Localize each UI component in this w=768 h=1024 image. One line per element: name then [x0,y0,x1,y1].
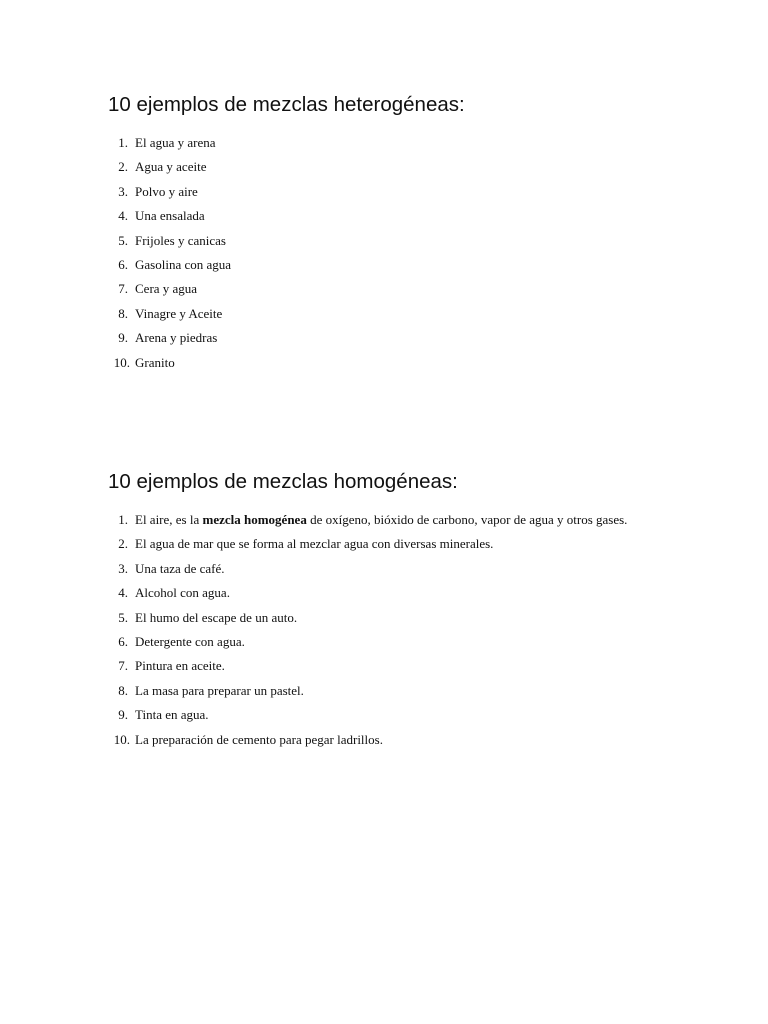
item-text: La masa para preparar un pastel. [135,682,304,698]
item-number: 7. [118,281,128,297]
item-text-before: El aire, es la [135,512,203,527]
item-number: 9. [118,330,128,346]
item-text: Una ensalada [135,208,205,224]
item-number: 6. [118,633,128,649]
item-number: 10. [113,731,130,747]
item-text [135,511,627,529]
item-text: El humo del escape de un auto. [135,609,298,625]
item-text: El agua de mar que se forma al mezclar agua con diversas minerales. [135,536,494,552]
item-text: Granito [135,354,175,370]
homogeneous-section [108,469,728,747]
item-text: Frijoles y canicas [135,232,226,248]
item-text-bold: mezcla homogénea [202,512,307,527]
homogeneous-heading: 10 ejemplos de mezclas homogéneas: [108,470,458,493]
item-number: 8. [118,305,128,321]
item-number: 5. [118,609,128,625]
item-text: Detergente con agua. [135,633,245,649]
item-text: La preparación de cemento para pegar ladrillos. [135,731,383,747]
item-number: 7. [118,658,128,674]
item-number: 10. [113,354,130,370]
item-text: Cera y agua [135,281,198,297]
item-number: 4. [118,585,128,601]
item-text: Polvo y aire [135,183,198,199]
item-number: 2. [118,536,128,552]
item-text: Gasolina con agua [135,256,232,272]
item-number: 5. [118,232,128,248]
item-number: 8. [118,682,128,698]
heterogeneous-heading: 10 ejemplos de mezclas heterogéneas: [108,93,465,116]
item-number: 3. [118,560,128,576]
item-text: Tinta en agua. [135,707,209,723]
heterogeneous-section [108,92,728,370]
item-text: Una taza de café. [135,560,225,576]
item-number: 6. [118,256,128,272]
item-text: Pintura en aceite. [135,658,225,674]
item-number: 9. [118,707,128,723]
item-text: Arena y piedras [135,330,218,346]
item-number: 1. [118,135,128,150]
item-text: Agua y aceite [135,159,207,175]
item-text: Alcohol con agua. [135,585,230,601]
item-text: Vinagre y Aceite [135,305,223,321]
item-number: 1. [118,512,128,527]
item-number: 4. [118,208,128,224]
item-text: El agua y arena [135,135,216,150]
item-number: 3. [118,183,128,199]
item-number: 2. [118,159,128,175]
item-text-after: de oxígeno, bióxido de carbono, vapor de agua y otros gases. [306,512,628,527]
